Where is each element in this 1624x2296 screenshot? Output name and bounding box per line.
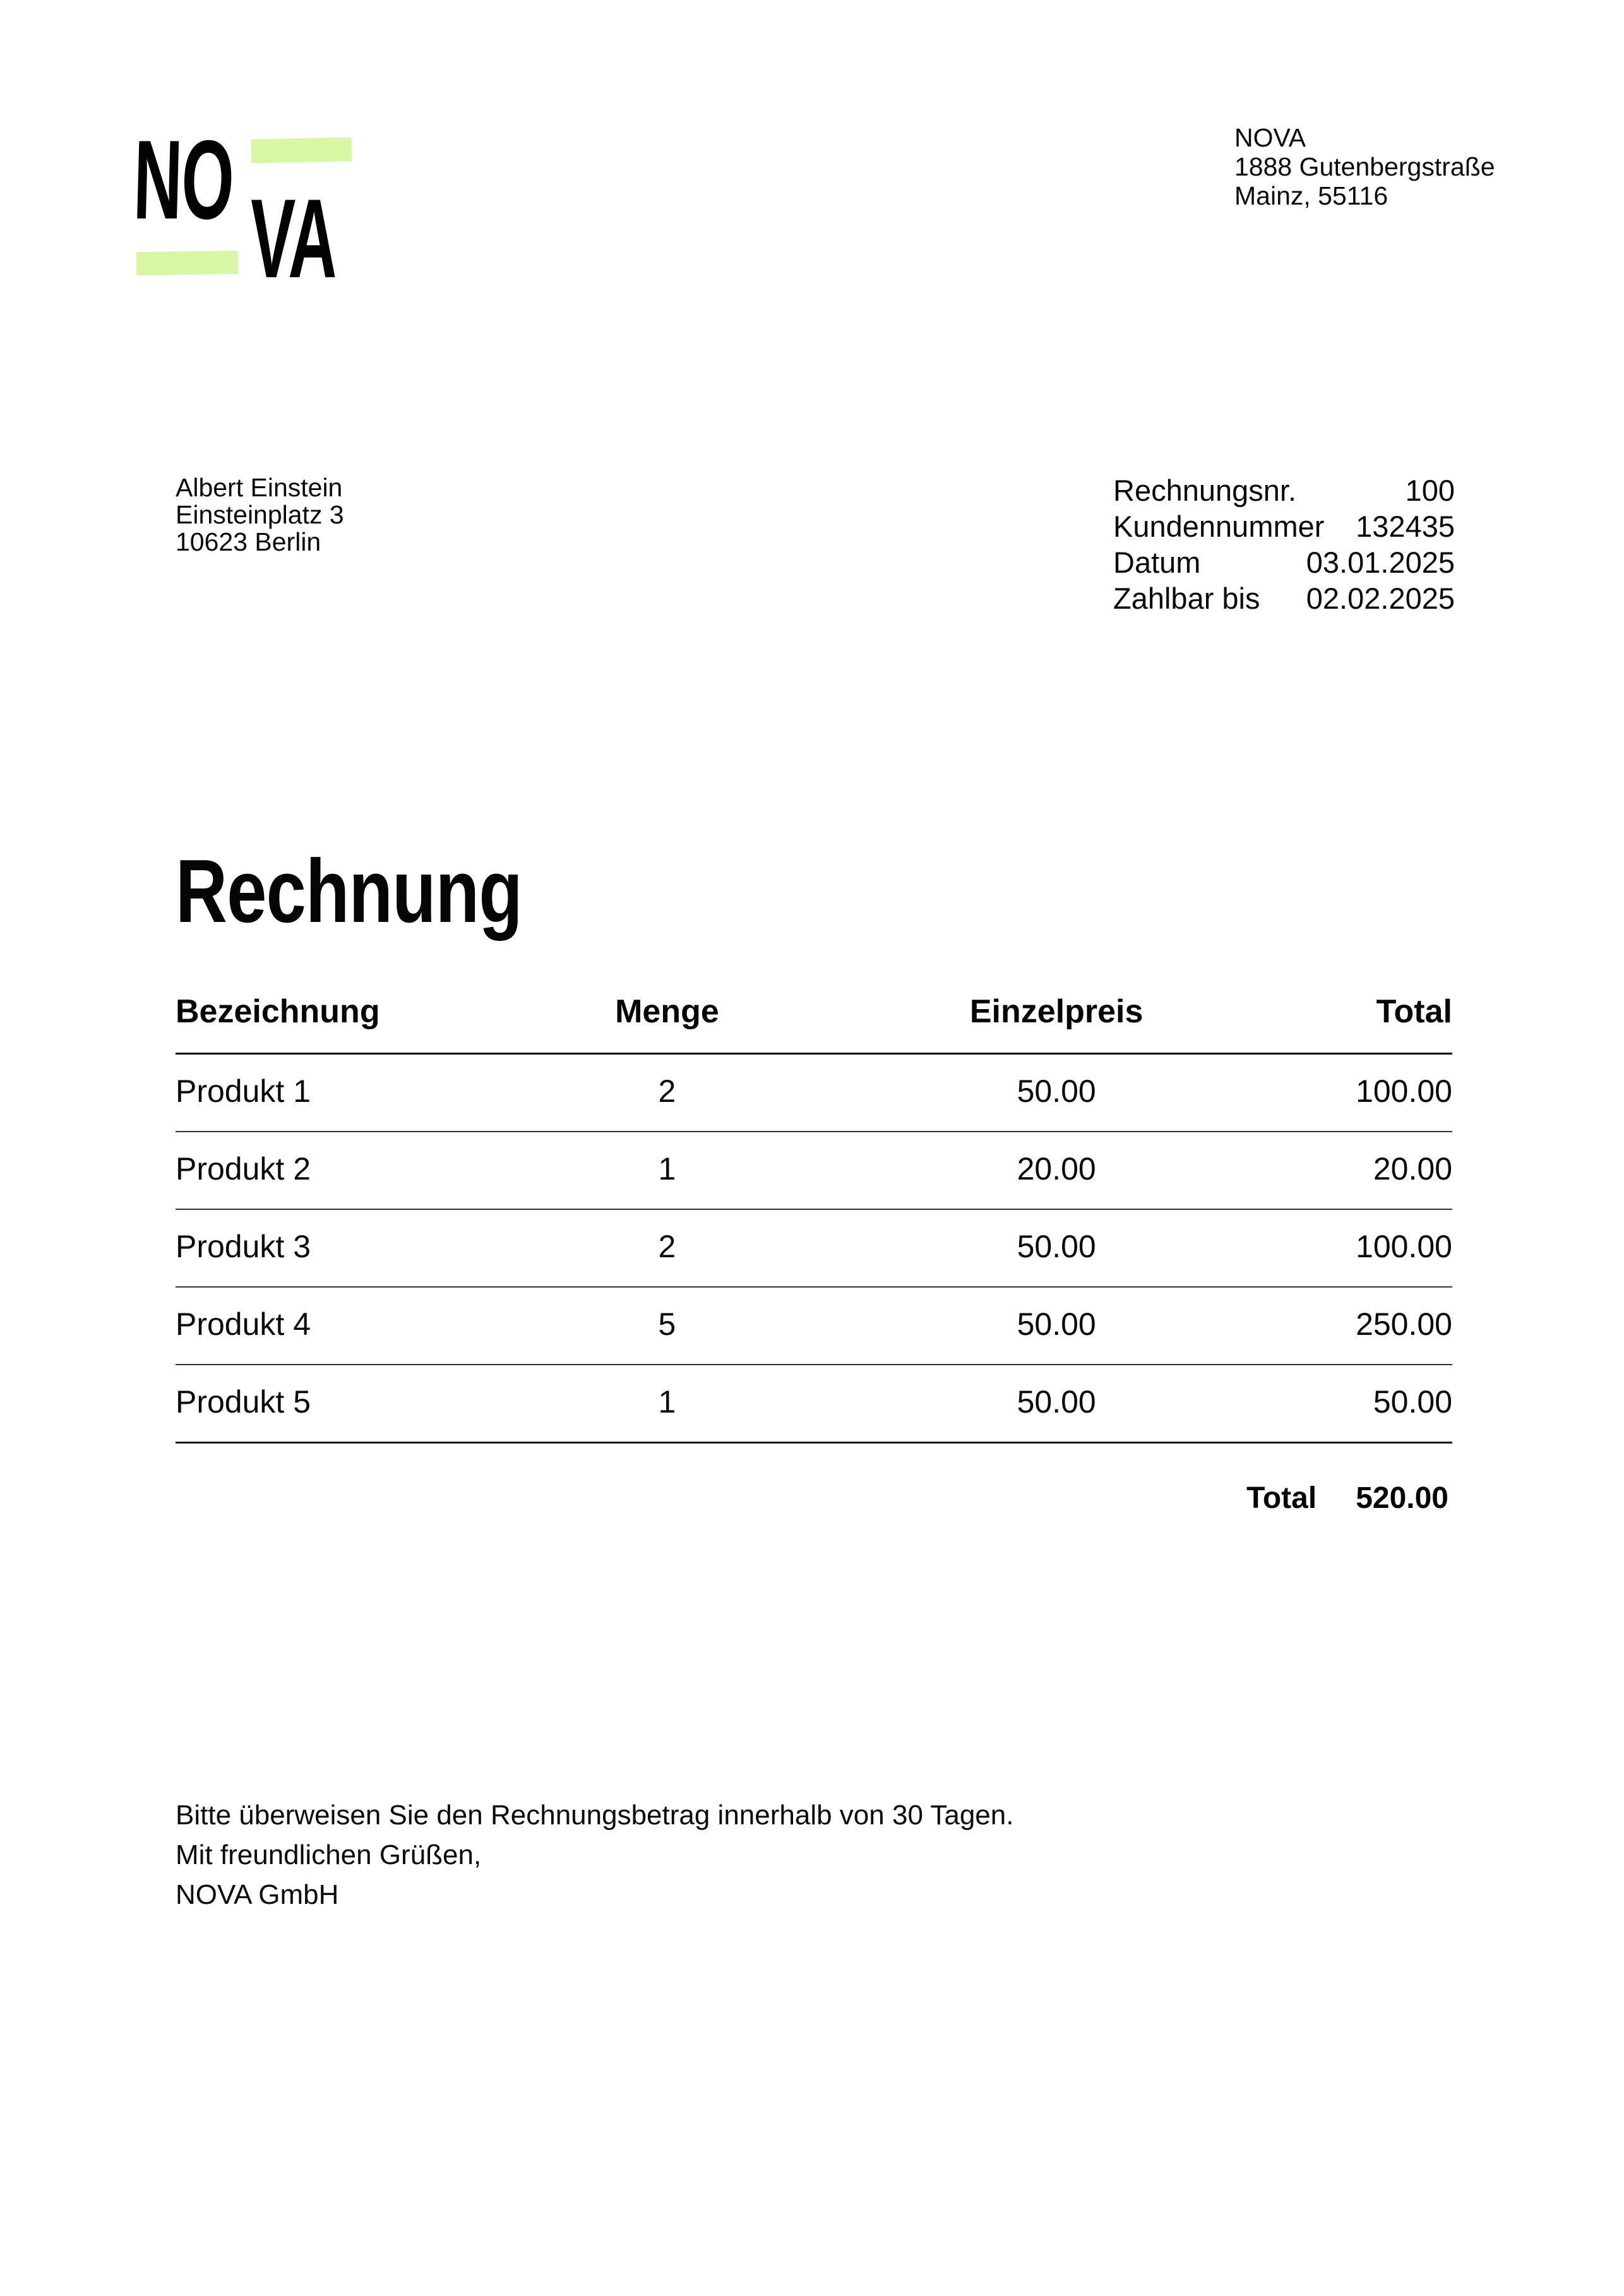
company-street: 1888 Gutenbergstraße <box>1234 152 1495 181</box>
meta-label: Datum <box>1113 546 1201 579</box>
meta-row-customer-number <box>1113 508 1455 544</box>
recipient-city: 10623 Berlin <box>176 527 321 556</box>
table-row <box>176 1365 1452 1443</box>
recipient-name: Albert Einstein <box>176 473 343 502</box>
logo-text-va: VA <box>248 176 339 301</box>
recipient-street: Einsteinplatz 3 <box>176 500 344 529</box>
cell-quantity: 2 <box>520 1054 814 1132</box>
column-header-total: Total <box>1299 993 1452 1054</box>
meta-row-date <box>1113 544 1455 580</box>
meta-value: 100 <box>1405 474 1455 507</box>
cell-total: 50.00 <box>1299 1365 1452 1443</box>
meta-label: Rechnungsnr. <box>1113 474 1297 507</box>
company-city: Mainz, 55116 <box>1234 181 1388 210</box>
meta-label: Kundennummer <box>1113 510 1325 543</box>
column-header-quantity: Menge <box>520 993 814 1054</box>
cell-total: 100.00 <box>1299 1054 1452 1132</box>
cell-unit-price: 20.00 <box>814 1132 1299 1209</box>
logo-accent-bar-bottom <box>136 251 239 275</box>
meta-value: 132435 <box>1356 510 1455 543</box>
meta-value: 02.02.2025 <box>1306 582 1455 615</box>
footer-line-company: NOVA GmbH <box>176 1879 339 1910</box>
line-items-table <box>176 993 1452 1444</box>
grand-total-row <box>1246 1483 1448 1514</box>
meta-row-invoice-number <box>1113 472 1455 508</box>
cell-quantity: 1 <box>520 1132 814 1209</box>
recipient-address-block <box>176 474 344 556</box>
logo-text-no: NO <box>132 117 236 242</box>
cell-description: Produkt 3 <box>176 1209 520 1287</box>
cell-total: 100.00 <box>1299 1209 1452 1287</box>
cell-description: Produkt 5 <box>176 1365 520 1443</box>
cell-total: 250.00 <box>1299 1287 1452 1365</box>
meta-value: 03.01.2025 <box>1306 546 1455 579</box>
meta-row-due-date <box>1113 580 1455 616</box>
cell-unit-price: 50.00 <box>814 1287 1299 1365</box>
cell-description: Produkt 4 <box>176 1287 520 1365</box>
footer-line-regards: Mit freundlichen Grüßen, <box>176 1839 482 1870</box>
cell-unit-price: 50.00 <box>814 1209 1299 1287</box>
cell-description: Produkt 1 <box>176 1054 520 1132</box>
cell-quantity: 1 <box>520 1365 814 1443</box>
table-row <box>176 1132 1452 1209</box>
grand-total-value: 520.00 <box>1356 1481 1448 1515</box>
company-name: NOVA <box>1234 123 1306 152</box>
column-header-description: Bezeichnung <box>176 993 520 1054</box>
footer-note <box>176 1795 1013 1915</box>
column-header-unit-price: Einzelpreis <box>814 993 1299 1054</box>
footer-line-payment-terms: Bitte überweisen Sie den Rechnungsbetrag innerhalb von 30 Tagen. <box>176 1800 1014 1831</box>
meta-label: Zahlbar bis <box>1113 582 1260 615</box>
logo-accent-bar-top <box>251 137 352 163</box>
company-address-block <box>1234 123 1495 210</box>
cell-unit-price: 50.00 <box>814 1054 1299 1132</box>
table-row <box>176 1209 1452 1287</box>
cell-quantity: 5 <box>520 1287 814 1365</box>
table-header-row <box>176 993 1452 1054</box>
cell-total: 20.00 <box>1299 1132 1452 1209</box>
invoice-meta-block <box>1113 472 1455 616</box>
grand-total-label: Total <box>1246 1481 1317 1515</box>
page-title: Rechnung <box>176 841 522 942</box>
cell-quantity: 2 <box>520 1209 814 1287</box>
cell-unit-price: 50.00 <box>814 1365 1299 1443</box>
table-row <box>176 1287 1452 1365</box>
cell-description: Produkt 2 <box>176 1132 520 1209</box>
table-row <box>176 1054 1452 1132</box>
